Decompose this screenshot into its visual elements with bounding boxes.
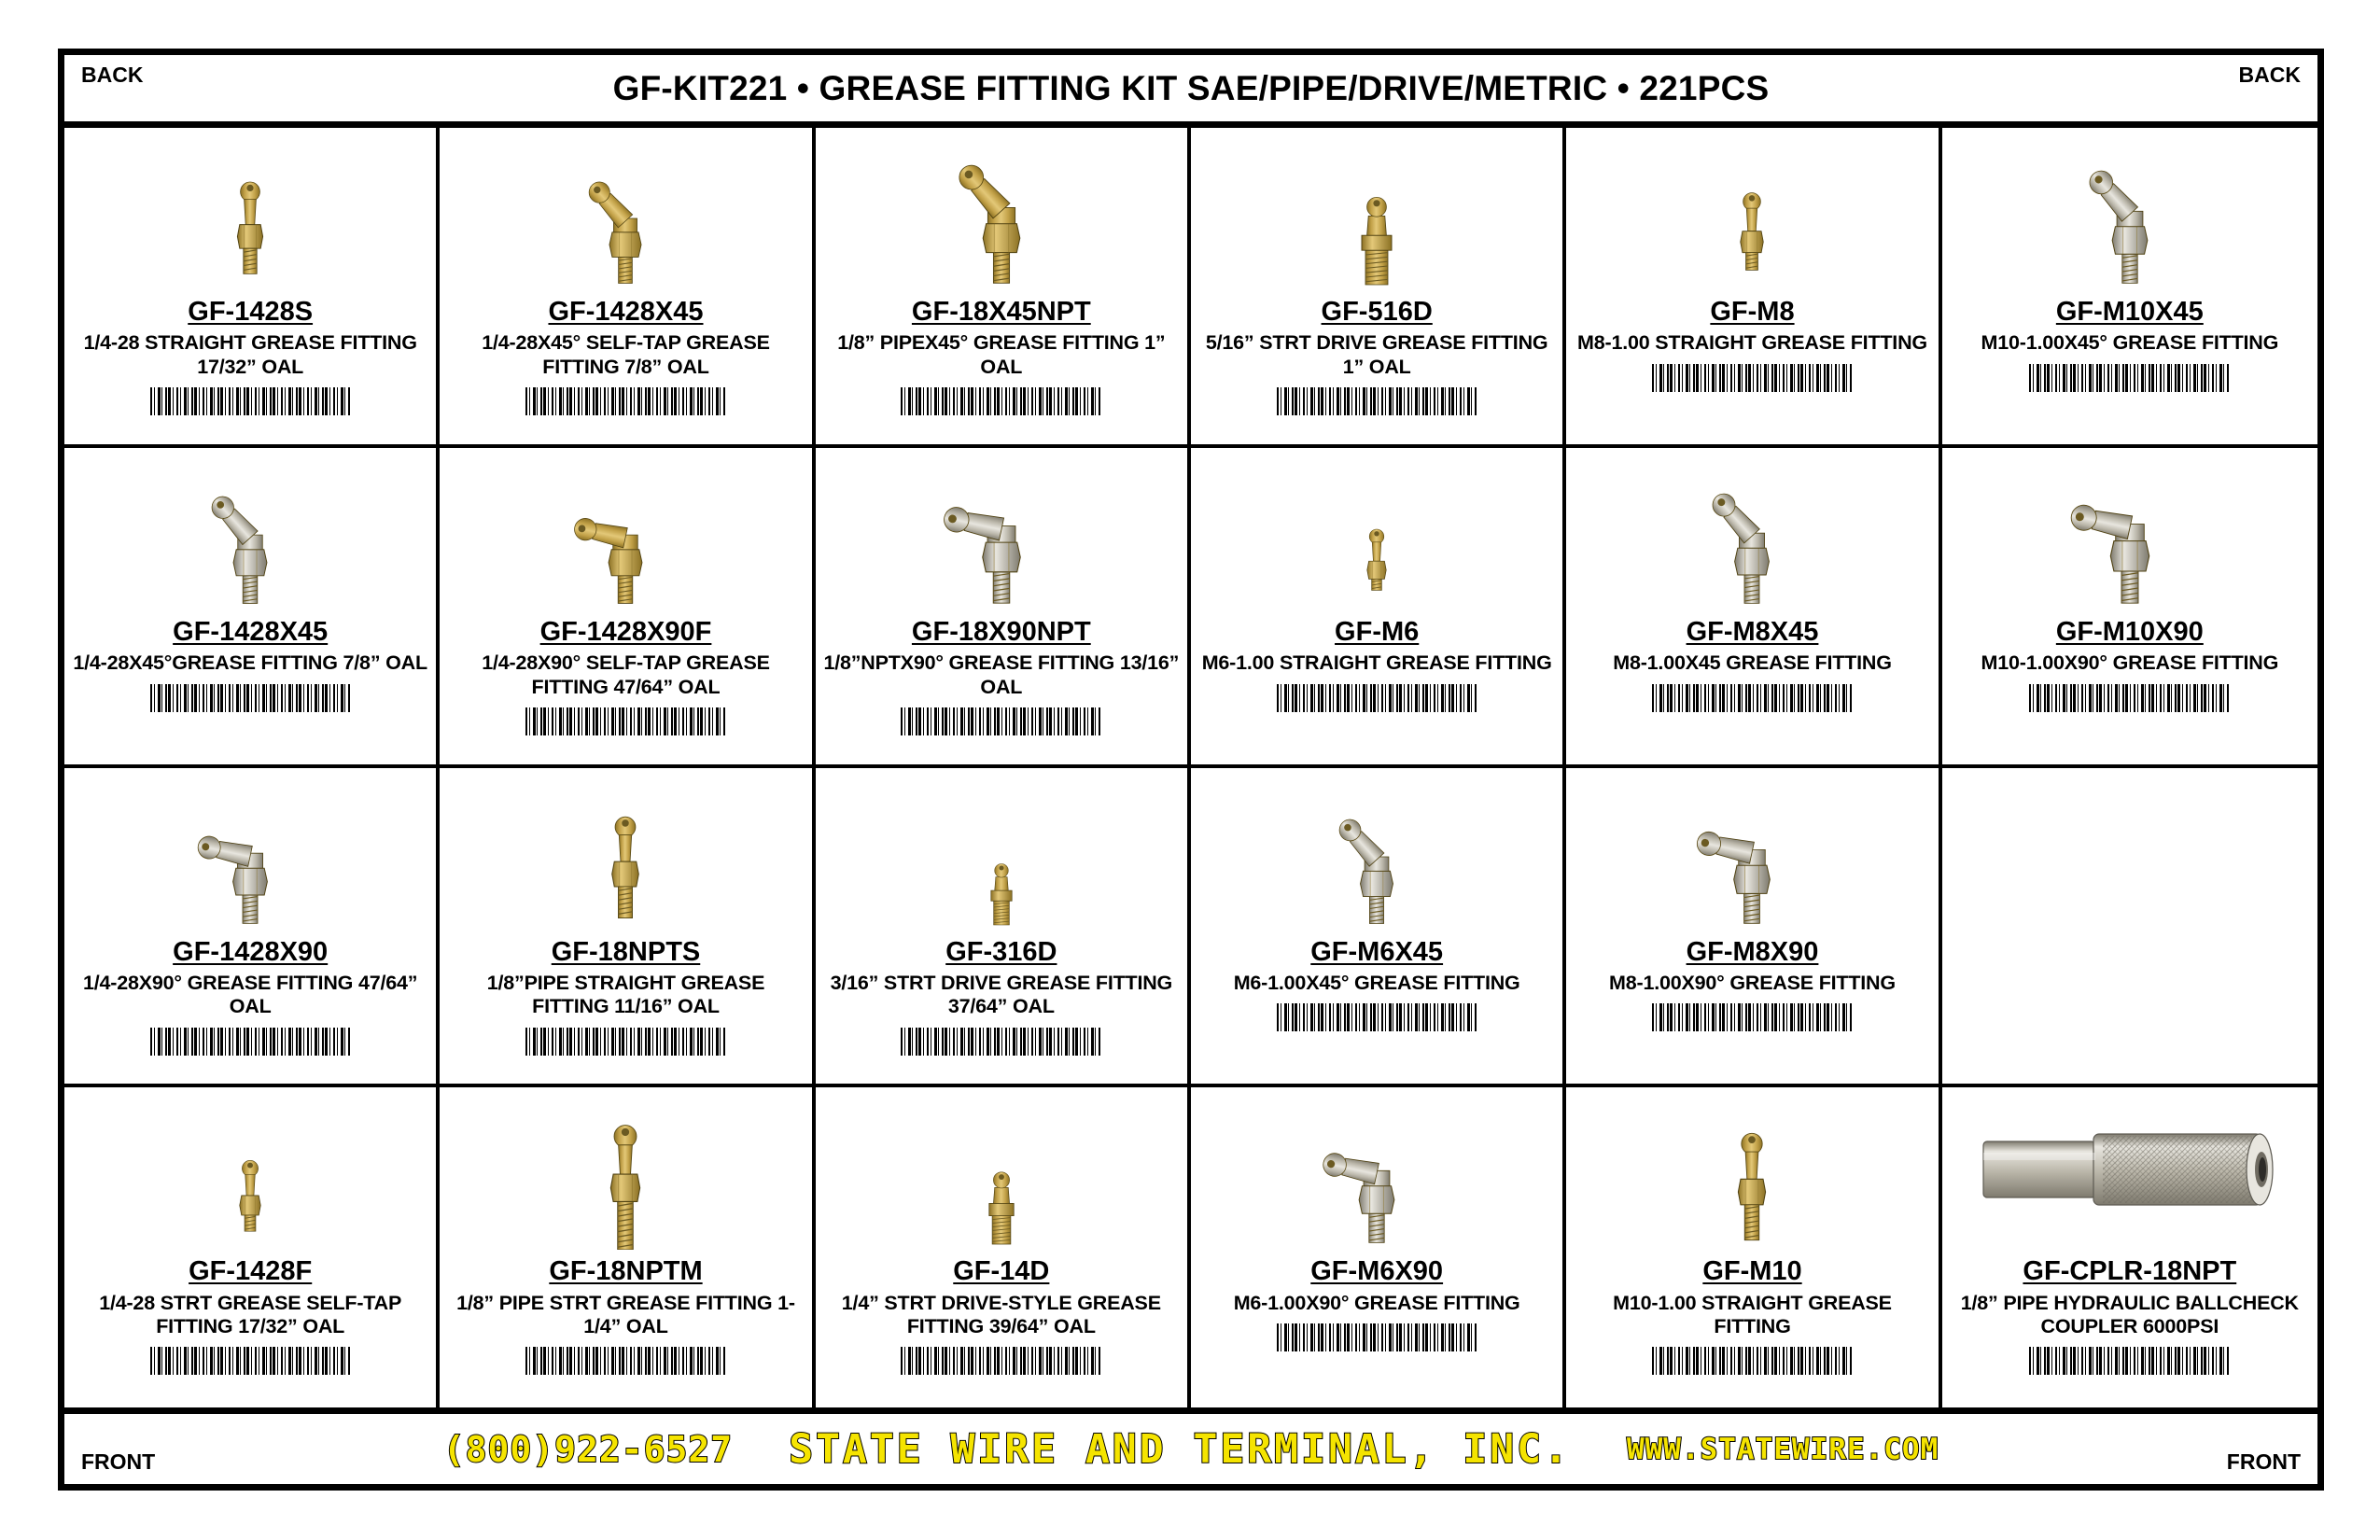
product-part-number: GF-CPLR-18NPT — [2023, 1256, 2237, 1287]
product-barcode — [1652, 364, 1853, 392]
grease-fitting-straight-pipe-brass-icon — [447, 774, 804, 932]
product-description: M8-1.00 STRAIGHT GREASE FITTING — [1577, 331, 1927, 355]
grease-fitting-90deg-brass-icon — [447, 454, 804, 612]
grease-fitting-45deg-steel-d-icon — [1198, 774, 1555, 932]
grease-fitting-straight-long-brass-icon — [447, 1093, 804, 1252]
product-description: 1/4-28X45°GREASE FITTING 7/8” OAL — [73, 651, 427, 675]
product-description: M10-1.00X90° GREASE FITTING — [1981, 651, 2279, 675]
product-description: 5/16” STRT DRIVE GREASE FITTING 1” OAL — [1205, 331, 1548, 378]
product-barcode — [1277, 684, 1477, 712]
product-part-number: GF-M10X45 — [2055, 297, 2204, 327]
product-barcode — [1652, 1347, 1853, 1375]
product-cell[interactable] — [1942, 448, 2317, 768]
hydraulic-coupler-steel-icon — [1950, 1093, 2310, 1252]
product-cell[interactable] — [440, 448, 815, 768]
product-part-number: GF-M6X90 — [1310, 1256, 1444, 1287]
grease-fitting-45deg-steel-icon — [1950, 133, 2310, 292]
grease-fitting-drive-small-brass-icon — [823, 774, 1180, 932]
product-part-number: GF-M10 — [1702, 1256, 1802, 1287]
corner-label-back-right: BACK — [2238, 63, 2301, 87]
product-description: M6-1.00X45° GREASE FITTING — [1233, 971, 1520, 994]
product-cell[interactable] — [816, 128, 1191, 448]
product-cell[interactable] — [1942, 128, 2317, 448]
product-part-number: GF-18NPTS — [551, 936, 701, 967]
product-barcode — [901, 1347, 1101, 1375]
product-grid — [64, 128, 2317, 1407]
corner-label-front-right: FRONT — [2226, 1449, 2301, 1474]
product-barcode — [150, 1028, 351, 1056]
page-title: GF-KIT221 • GREASE FITTING KIT SAE/PIPE/DRIVE/METRIC • 221PCS — [612, 68, 1770, 107]
grease-fitting-90deg-steel-c-icon — [1574, 774, 1930, 932]
grease-fitting-straight-short-brass-icon — [72, 133, 428, 292]
corner-label-front-left: FRONT — [81, 1449, 156, 1474]
product-cell[interactable] — [816, 768, 1191, 1088]
product-part-number: GF-M8 — [1710, 297, 1795, 327]
product-description: M8-1.00X90° GREASE FITTING — [1609, 971, 1896, 994]
product-cell[interactable] — [1566, 448, 1941, 768]
product-barcode — [1652, 1003, 1853, 1031]
product-part-number: GF-14D — [953, 1256, 1050, 1287]
product-cell[interactable] — [64, 768, 440, 1088]
product-cell[interactable] — [816, 1087, 1191, 1407]
product-part-number: GF-1428F — [189, 1256, 313, 1287]
grease-fitting-drive-mid-brass-icon — [823, 1093, 1180, 1252]
grease-fitting-45deg-long-brass-icon — [823, 133, 1180, 292]
product-barcode — [2029, 1347, 2230, 1375]
product-description: 1/4-28X90° SELF-TAP GREASE FITTING 47/64” OAL — [482, 651, 770, 698]
grease-fitting-45deg-steel-c-icon — [1574, 454, 1930, 612]
product-part-number: GF-1428X45 — [548, 297, 704, 327]
product-barcode — [525, 387, 726, 415]
grease-fitting-straight-selftap-brass-icon — [72, 1093, 428, 1252]
product-description: M6-1.00 STRAIGHT GREASE FITTING — [1201, 651, 1552, 675]
product-description: 1/8”NPTX90° GREASE FITTING 13/16” OAL — [823, 651, 1180, 698]
corner-label-back-left: BACK — [81, 63, 144, 87]
product-part-number: GF-316D — [945, 936, 1057, 967]
product-barcode — [525, 1028, 726, 1056]
company-website[interactable]: WWW.STATEWIRE.COM — [1626, 1432, 1939, 1466]
board-footer — [64, 1407, 2317, 1484]
product-part-number: GF-1428X45 — [173, 616, 329, 647]
product-barcode — [1277, 1323, 1477, 1351]
product-cell[interactable] — [440, 768, 815, 1088]
product-barcode — [901, 1028, 1101, 1056]
grease-fitting-90deg-long-steel-icon — [823, 454, 1180, 612]
product-description: 1/8” PIPE HYDRAULIC BALLCHECK COUPLER 6000PSI — [1960, 1291, 2299, 1338]
product-description: 1/4-28X90° GREASE FITTING 47/64” OAL — [83, 971, 418, 1018]
product-barcode — [2029, 684, 2230, 712]
product-part-number: GF-18NPTM — [549, 1256, 703, 1287]
company-name: STATE WIRE AND TERMINAL, INC. — [789, 1425, 1571, 1473]
product-part-number: GF-M8X45 — [1686, 616, 1819, 647]
product-cell[interactable] — [1566, 1087, 1941, 1407]
grease-fitting-90deg-steel-icon — [1950, 454, 2310, 612]
product-description: M10-1.00X45° GREASE FITTING — [1981, 331, 2279, 355]
product-cell-empty — [1942, 768, 2317, 1088]
product-cell[interactable] — [1191, 768, 1566, 1088]
product-barcode — [1277, 387, 1477, 415]
product-description: 1/4” STRT DRIVE-STYLE GREASE FITTING 39/64” OAL — [841, 1291, 1161, 1338]
product-barcode — [525, 1347, 726, 1375]
product-description: 3/16” STRT DRIVE GREASE FITTING 37/64” OAL — [830, 971, 1173, 1018]
product-part-number: GF-M6 — [1335, 616, 1420, 647]
product-cell[interactable] — [1191, 1087, 1566, 1407]
product-board — [58, 49, 2324, 1491]
grease-fitting-90deg-steel-d-icon — [1198, 1093, 1555, 1252]
product-cell[interactable] — [816, 448, 1191, 768]
product-part-number: GF-18X45NPT — [911, 297, 1091, 327]
grease-fitting-straight-m10-brass-icon — [1574, 1093, 1930, 1252]
product-cell[interactable] — [440, 128, 815, 448]
grease-fitting-45deg-brass-icon — [447, 133, 804, 292]
product-barcode — [2029, 364, 2230, 392]
product-description: 1/4-28 STRT GREASE SELF-TAP FITTING 17/32” OAL — [99, 1291, 402, 1338]
product-barcode — [901, 387, 1101, 415]
grease-fitting-90deg-steel-b-icon — [72, 774, 428, 932]
product-part-number: GF-1428X90F — [539, 616, 712, 647]
product-description: 1/8” PIPEX45° GREASE FITTING 1” OAL — [837, 331, 1166, 378]
product-description: 1/8”PIPE STRAIGHT GREASE FITTING 11/16” OAL — [486, 971, 765, 1018]
product-barcode — [525, 707, 726, 735]
product-barcode — [1652, 684, 1853, 712]
product-part-number: GF-516D — [1321, 297, 1433, 327]
product-description: 1/4-28X45° SELF-TAP GREASE FITTING 7/8” OAL — [482, 331, 770, 378]
product-barcode — [150, 1347, 351, 1375]
product-barcode — [901, 707, 1101, 735]
product-cell[interactable] — [440, 1087, 815, 1407]
product-part-number: GF-18X90NPT — [911, 616, 1091, 647]
product-cell[interactable] — [1566, 768, 1941, 1088]
product-part-number: GF-1428S — [188, 297, 314, 327]
grease-fitting-straight-metric-brass-icon — [1574, 133, 1930, 292]
product-barcode — [150, 684, 351, 712]
product-part-number: GF-M8X90 — [1686, 936, 1819, 967]
product-barcode — [1277, 1003, 1477, 1031]
company-phone: (800)922-6527 — [442, 1428, 734, 1470]
product-description: M6-1.00X90° GREASE FITTING — [1233, 1291, 1520, 1314]
product-cell[interactable] — [64, 1087, 440, 1407]
grease-fitting-45deg-steel-b-icon — [72, 454, 428, 612]
product-description: 1/4-28 STRAIGHT GREASE FITTING 17/32” OAL — [83, 331, 417, 378]
grease-fitting-drive-straight-brass-icon — [1198, 133, 1555, 292]
product-description: M10-1.00 STRAIGHT GREASE FITTING — [1613, 1291, 1892, 1338]
product-part-number: GF-1428X90 — [173, 936, 329, 967]
board-header — [64, 55, 2317, 128]
product-description: M8-1.00X45 GREASE FITTING — [1613, 651, 1892, 675]
product-cell[interactable] — [1566, 128, 1941, 448]
product-part-number: GF-M6X45 — [1310, 936, 1444, 967]
grease-fitting-straight-small-brass-icon — [1198, 454, 1555, 612]
product-part-number: GF-M10X90 — [2055, 616, 2204, 647]
product-cell[interactable] — [1191, 448, 1566, 768]
product-description: 1/8” PIPE STRT GREASE FITTING 1-1/4” OAL — [456, 1291, 795, 1338]
product-cell[interactable] — [1942, 1087, 2317, 1407]
product-cell[interactable] — [64, 448, 440, 768]
product-cell[interactable] — [64, 128, 440, 448]
product-cell[interactable] — [1191, 128, 1566, 448]
product-barcode — [150, 387, 351, 415]
